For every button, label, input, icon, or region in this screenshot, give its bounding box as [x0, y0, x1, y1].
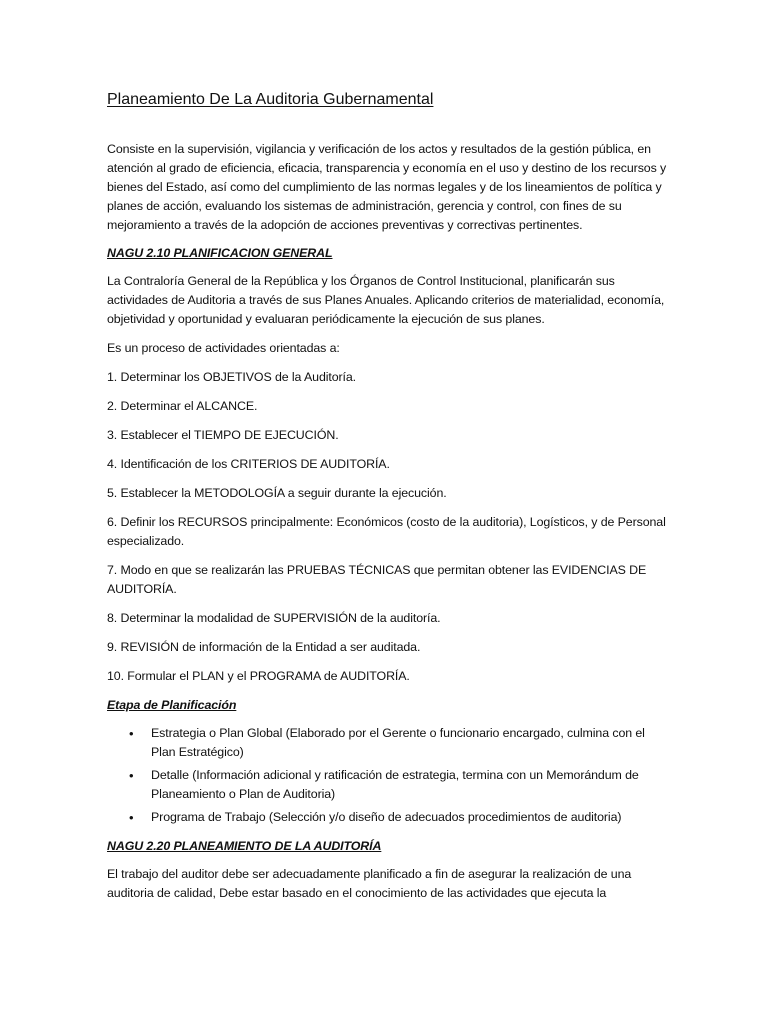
section1-paragraph: La Contraloría General de la República y los Órganos de Control Institucional, planificarán sus actividades de Auditoria a través de sus Planes Anuales. Aplicando criterios de materialidad, economía, objetividad y oportunidad y evaluaran periódicamente la ejecución de sus planes.: [107, 274, 665, 326]
section-heading-nagu-2-10: NAGU 2.10 PLANIFICACION GENERAL: [107, 246, 333, 260]
section-heading-nagu-2-20: NAGU 2.20 PLANEAMIENTO DE LA AUDITORÍA: [107, 839, 382, 853]
bullet-item: • Detalle (Información adicional y ratificación de estrategia, termina con un Memorándum de Planeamiento o Plan de Auditoria): [151, 766, 667, 804]
list-item: 7. Modo en que se realizarán las PRUEBAS TÉCNICAS que permitan obtener las EVIDENCIAS DE AUDITORÍA.: [107, 563, 647, 596]
section-heading-etapa-planificacion: Etapa de Planificación: [107, 698, 237, 712]
bullet-item: • Programa de Trabajo (Selección y/o diseño de adecuados procedimientos de auditoria): [151, 808, 667, 827]
list-item: 8. Determinar la modalidad de SUPERVISIÓN de la auditoría.: [107, 611, 441, 625]
list-item: 10. Formular el PLAN y el PROGRAMA de AUDITORÍA.: [107, 669, 410, 683]
section1-lead: Es un proceso de actividades orientadas a:: [107, 341, 340, 355]
section3-paragraph: El trabajo del auditor debe ser adecuadamente planificado a fin de asegurar la realización de una auditoria de calidad, Debe estar basado en el conocimiento de las actividades que ejecuta la: [107, 867, 632, 900]
list-item: 6. Definir los RECURSOS principalmente: Económicos (costo de la auditoria), Logísticos, y de Personal especializado.: [107, 515, 666, 548]
document-title: Planeamiento De La Auditoria Gubernamental: [107, 91, 434, 108]
list-item: 4. Identificación de los CRITERIOS DE AUDITORÍA.: [107, 457, 390, 471]
list-item: 9. REVISIÓN de información de la Entidad a ser auditada.: [107, 640, 421, 654]
list-item: 3. Establecer el TIEMPO DE EJECUCIÓN.: [107, 428, 339, 442]
bullet-list: [107, 724, 667, 827]
list-item: 1. Determinar los OBJETIVOS de la Auditoría.: [107, 370, 357, 384]
bullet-item: • Estrategia o Plan Global (Elaborado por el Gerente o funcionario encargado, culmina con el Plan Estratégico): [151, 724, 667, 762]
list-item: 2. Determinar el ALCANCE.: [107, 399, 258, 413]
intro-paragraph: Consiste en la supervisión, vigilancia y verificación de los actos y resultados de la gestión pública, en atención al grado de eficiencia, eficacia, transparencia y economía en el uso y destino de los recursos y bienes del Estado, así como del cumplimiento de las normas legales y de los lineamientos de política y planes de acción, evaluando los sistemas de administración, gerencia y control, con fines de su mejoramiento a través de la adopción de acciones preventivas y correctivas pertinentes.: [107, 142, 667, 232]
document-body: [107, 140, 667, 913]
list-item: 5. Establecer la METODOLOGÍA a seguir durante la ejecución.: [107, 486, 447, 500]
